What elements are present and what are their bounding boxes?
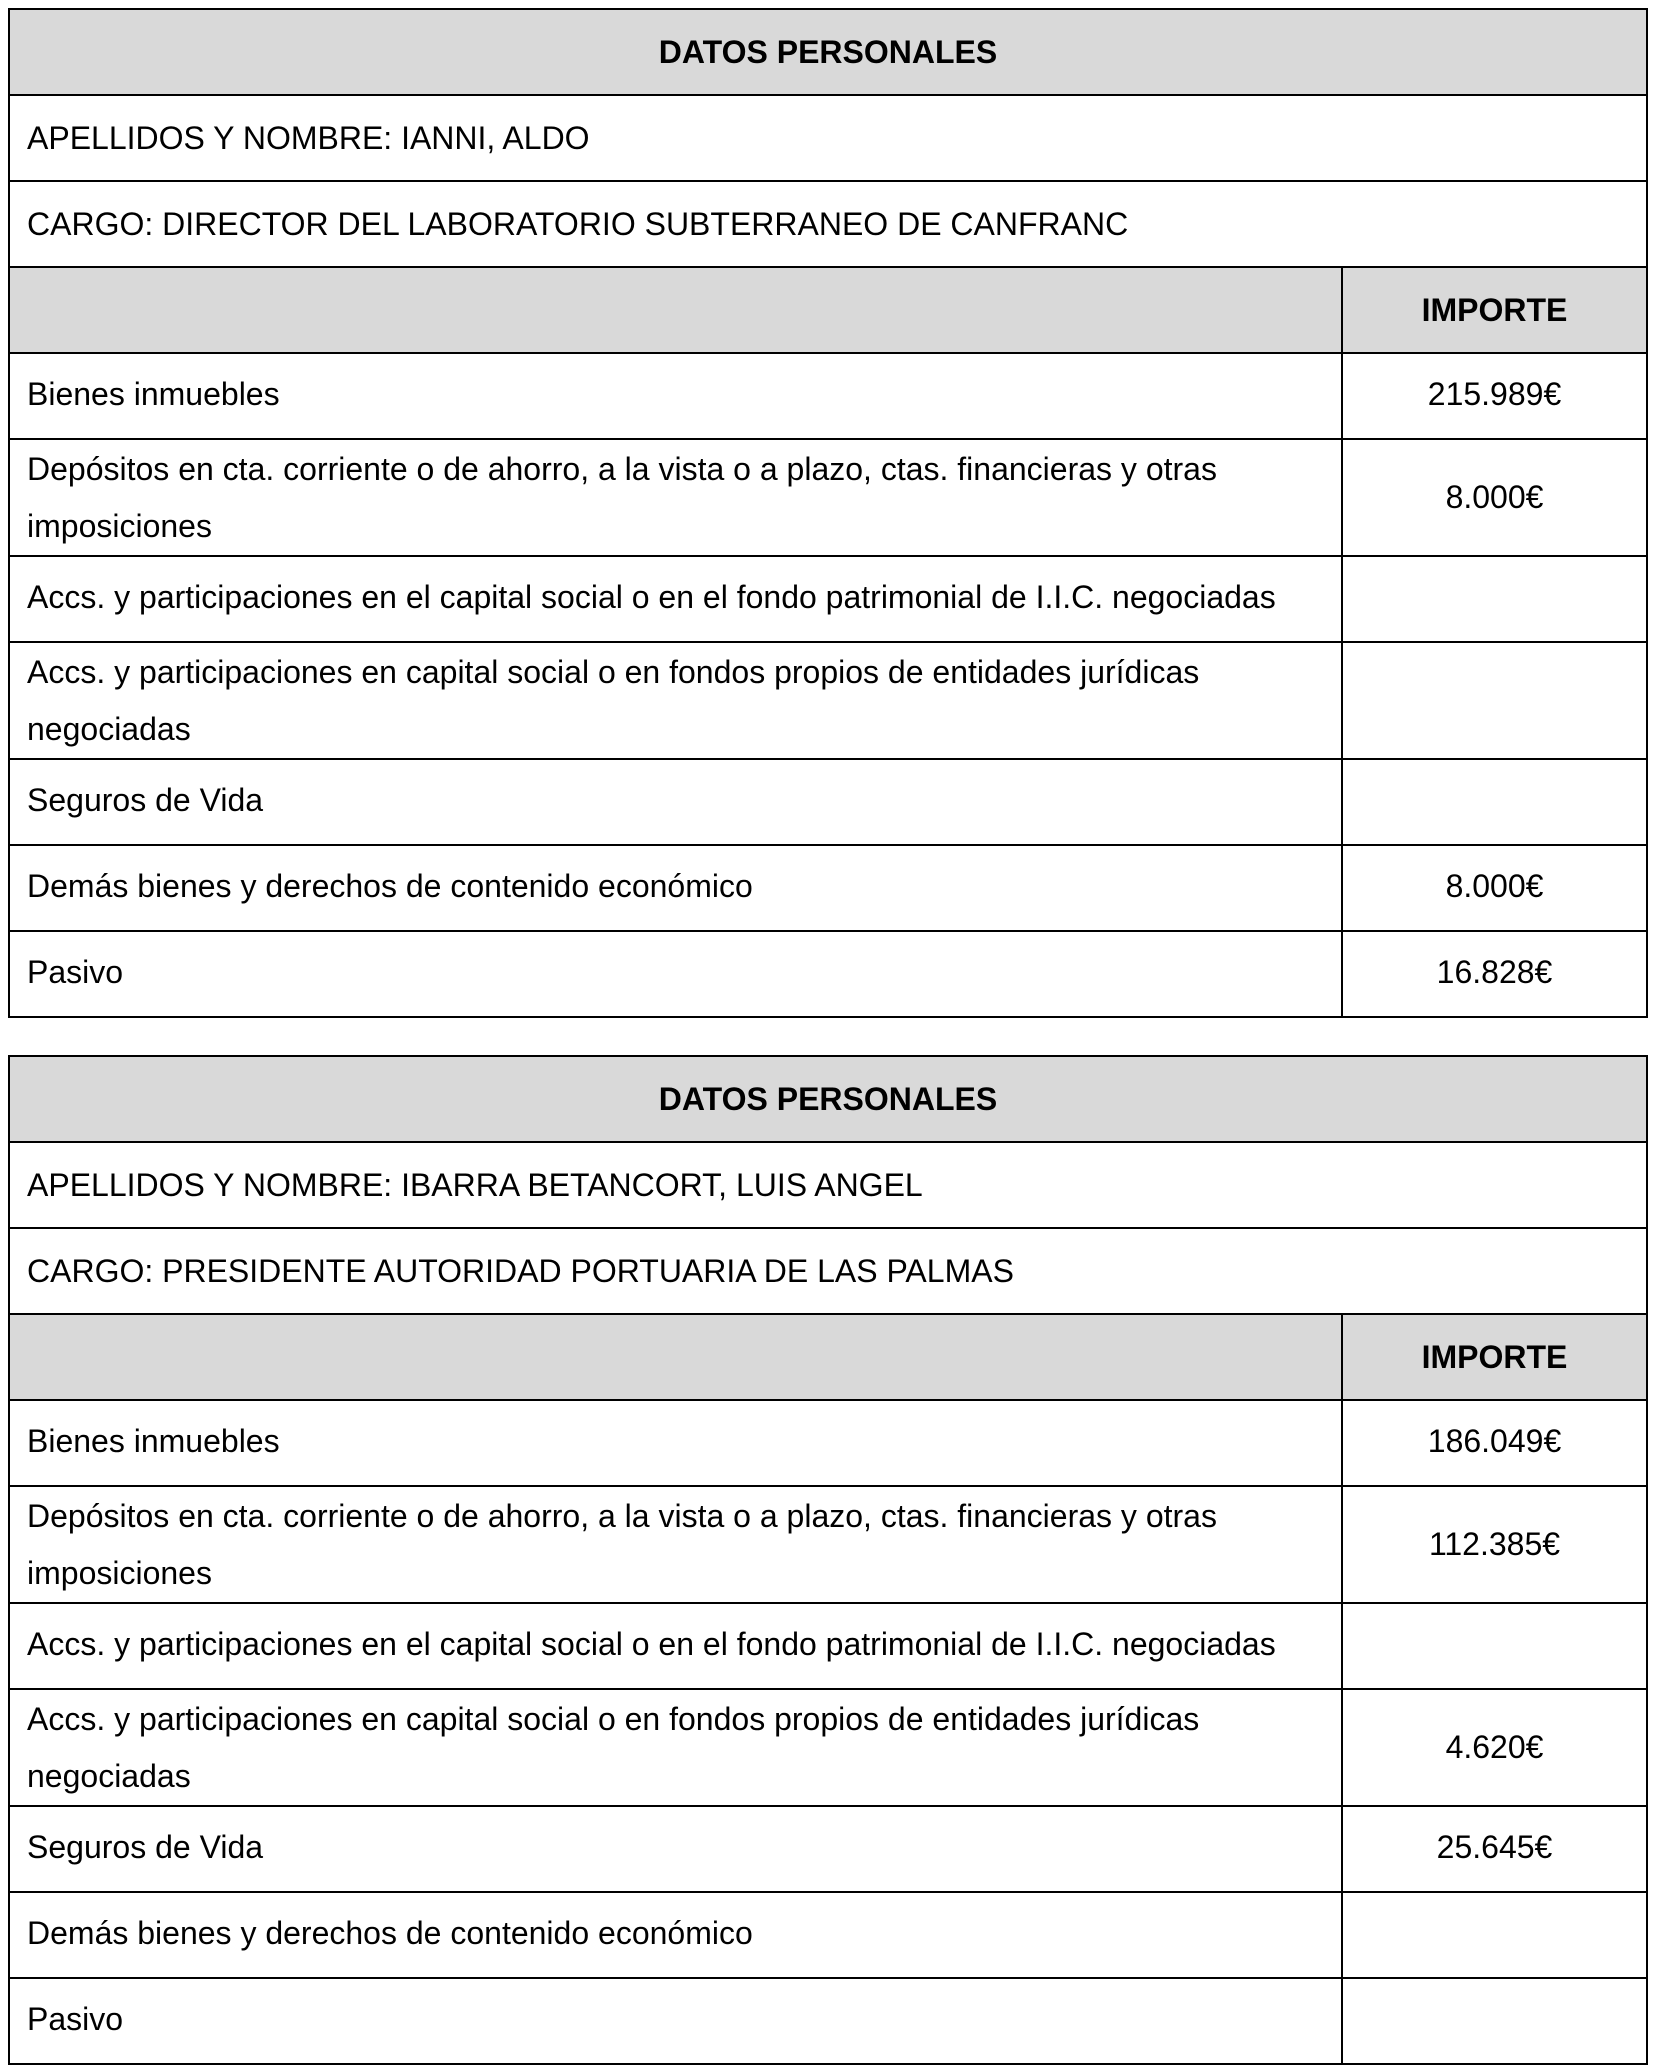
section-header: DATOS PERSONALES xyxy=(9,9,1647,95)
row-amount: 8.000€ xyxy=(1342,845,1647,931)
row-label: Accs. y participaciones en capital social o en fondos propios de entidades jurídicas negociadas xyxy=(9,1689,1342,1806)
name-row xyxy=(9,95,1647,181)
cargo-line: CARGO: PRESIDENTE AUTORIDAD PORTUARIA DE LAS PALMAS xyxy=(9,1228,1647,1314)
table-row xyxy=(9,931,1647,1017)
row-label: Accs. y participaciones en capital social o en fondos propios de entidades jurídicas negociadas xyxy=(9,642,1342,759)
row-label: Depósitos en cta. corriente o de ahorro, a la vista o a plazo, ctas. financieras y otras imposiciones xyxy=(9,439,1342,556)
row-label: Pasivo xyxy=(9,931,1342,1017)
table-row xyxy=(9,759,1647,845)
row-label: Accs. y participaciones en el capital social o en el fondo patrimonial de I.I.C. negociadas xyxy=(9,556,1342,642)
section-header-row xyxy=(9,1056,1647,1142)
row-label: Bienes inmuebles xyxy=(9,1400,1342,1486)
row-amount xyxy=(1342,759,1647,845)
table-row xyxy=(9,1400,1647,1486)
row-amount xyxy=(1342,556,1647,642)
row-label: Demás bienes y derechos de contenido económico xyxy=(9,845,1342,931)
record-table-1 xyxy=(8,8,1648,1018)
row-label: Depósitos en cta. corriente o de ahorro, a la vista o a plazo, ctas. financieras y otras imposiciones xyxy=(9,1486,1342,1603)
row-amount: 215.989€ xyxy=(1342,353,1647,439)
row-label: Demás bienes y derechos de contenido económico xyxy=(9,1892,1342,1978)
name-line: APELLIDOS Y NOMBRE: IBARRA BETANCORT, LUIS ANGEL xyxy=(9,1142,1647,1228)
section-header: DATOS PERSONALES xyxy=(9,1056,1647,1142)
cargo-line: CARGO: DIRECTOR DEL LABORATORIO SUBTERRANEO DE CANFRANC xyxy=(9,181,1647,267)
row-amount xyxy=(1342,642,1647,759)
record-table-2 xyxy=(8,1055,1648,2065)
row-label: Accs. y participaciones en el capital social o en el fondo patrimonial de I.I.C. negociadas xyxy=(9,1603,1342,1689)
cargo-row xyxy=(9,181,1647,267)
table-row xyxy=(9,1603,1647,1689)
row-amount: 186.049€ xyxy=(1342,1400,1647,1486)
amount-header: IMPORTE xyxy=(1342,1314,1647,1400)
amount-header-row xyxy=(9,267,1647,353)
amount-header-row xyxy=(9,1314,1647,1400)
row-amount xyxy=(1342,1603,1647,1689)
row-amount xyxy=(1342,1978,1647,2064)
cargo-row xyxy=(9,1228,1647,1314)
table-row xyxy=(9,556,1647,642)
table-row xyxy=(9,1978,1647,2064)
row-amount: 25.645€ xyxy=(1342,1806,1647,1892)
row-amount: 4.620€ xyxy=(1342,1689,1647,1806)
table-row xyxy=(9,1689,1647,1806)
blank-header-cell xyxy=(9,1314,1342,1400)
row-amount xyxy=(1342,1892,1647,1978)
name-row xyxy=(9,1142,1647,1228)
table-row xyxy=(9,845,1647,931)
table-row xyxy=(9,439,1647,556)
table-row xyxy=(9,353,1647,439)
row-amount: 112.385€ xyxy=(1342,1486,1647,1603)
table-row xyxy=(9,1806,1647,1892)
row-label: Seguros de Vida xyxy=(9,759,1342,845)
row-amount: 8.000€ xyxy=(1342,439,1647,556)
row-label: Pasivo xyxy=(9,1978,1342,2064)
blank-header-cell xyxy=(9,267,1342,353)
table-row xyxy=(9,642,1647,759)
amount-header: IMPORTE xyxy=(1342,267,1647,353)
row-label: Seguros de Vida xyxy=(9,1806,1342,1892)
row-amount: 16.828€ xyxy=(1342,931,1647,1017)
table-row xyxy=(9,1892,1647,1978)
table-row xyxy=(9,1486,1647,1603)
row-label: Bienes inmuebles xyxy=(9,353,1342,439)
section-header-row xyxy=(9,9,1647,95)
name-line: APELLIDOS Y NOMBRE: IANNI, ALDO xyxy=(9,95,1647,181)
